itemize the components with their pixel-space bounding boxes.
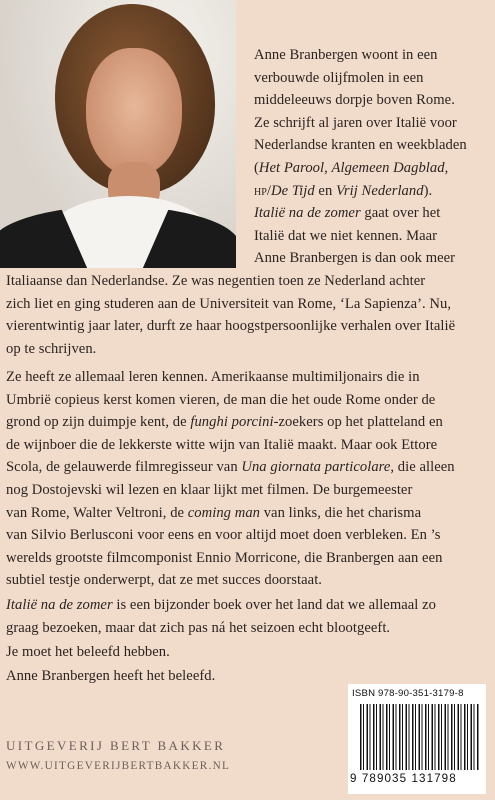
body-line: van Silvio Berlusconi voor eens en voor altijd moet doen verbleken. En ’s: [6, 527, 441, 544]
body-line: Je moet het beleefd hebben.: [6, 644, 170, 660]
body-line: Anne Branbergen heeft het beleefd.: [6, 668, 216, 684]
bio-line: vierentwintig jaar later, durft ze haar hoogstpersoonlijke verhalen over Italië: [6, 318, 456, 335]
italic-text: Vrij Nederland: [336, 182, 424, 199]
italic-text: De Tijd: [271, 182, 315, 199]
bio-line: middeleeuws dorpje boven Rome.: [254, 92, 455, 109]
body-line: subtiel testje onderwerpt, dat ze met succes doorstaat.: [6, 572, 323, 589]
italic-text: Het Parool: [258, 160, 325, 176]
smallcaps-text: hp: [254, 182, 267, 199]
italic-text: funghi porcini: [190, 414, 274, 431]
bio-line: verbouwde olijfmolen in een: [254, 69, 424, 86]
bio-line: op te schrijven.: [6, 340, 97, 357]
bio-line: zich liet en ging studeren aan de Universiteit van Rome, ‘La Sapienza’. Nu,: [6, 295, 452, 312]
body-line: nog Dostojevski wil lezen en klaar lijkt met filmen. De burgemeester: [6, 482, 413, 498]
body-line: grond op zijn duimpje kent, de funghi porcini-zoekers op het platteland en: [6, 414, 443, 431]
bio-line: Anne Branbergen woont in een: [254, 47, 438, 63]
barcode-icon: [360, 704, 480, 770]
italic-text: coming man: [187, 504, 261, 521]
bio-line: Italiaanse dan Nederlandse. Ze was negentien toen ze Nederland achter: [6, 273, 426, 289]
bio-line: Italië dat we niet kennen. Maar: [254, 227, 438, 244]
body-line: Scola, de gelauwerde filmregisseur van Una giornata particolare, die alleen: [6, 459, 455, 476]
body-line: Ze heeft ze allemaal leren kennen. Amerikaanse multimiljonairs die in: [6, 369, 420, 385]
bio-line: Italië na de zomer gaat over het: [254, 205, 441, 222]
publisher-name: UITGEVERIJ BERT BAKKER: [6, 738, 226, 753]
body-line: Italië na de zomer is een bijzonder boek over het land dat we allemaal zo: [6, 597, 436, 613]
body-line: de wijnboer die de lekkerste witte wijn van Italië maakt. Maar ook Ettore: [6, 436, 438, 453]
bio-line: hp/De Tijd en Vrij Nederland).: [254, 182, 433, 199]
book-title: Italië na de zomer: [6, 597, 113, 613]
body-line: van Rome, Walter Veltroni, de coming man van links, die het charisma: [6, 504, 422, 521]
italic-text: Una giornata particolare: [241, 459, 391, 476]
bio-line: Anne Branbergen is dan ook meer: [254, 250, 456, 267]
isbn-text: ISBN 978-90-351-3179-8: [352, 688, 464, 699]
body-line: Umbrië copieus kerst komen vieren, de man die het oude Rome onder de: [6, 391, 436, 408]
bio-line: (Het Parool, Algemeen Dagblad,: [254, 160, 449, 176]
bio-line: Ze schrijft al jaren over Italië voor: [254, 114, 457, 131]
publisher-website[interactable]: WWW.UITGEVERIJBERTBAKKER.NL: [6, 760, 231, 772]
book-title: Italië na de zomer: [254, 205, 361, 222]
body-line: werelds grootste filmcomponist Ennio Morricone, die Branbergen aan een: [6, 549, 443, 566]
italic-text: Algemeen Dagblad: [331, 160, 445, 176]
body-line: graag bezoeken, maar dat zich pas ná het seizoen echt blootgeeft.: [6, 619, 391, 636]
bio-line: Nederlandse kranten en weekbladen: [254, 137, 467, 154]
author-photo: [0, 0, 236, 268]
barcode-digits: 9 789035 131798: [350, 772, 457, 785]
